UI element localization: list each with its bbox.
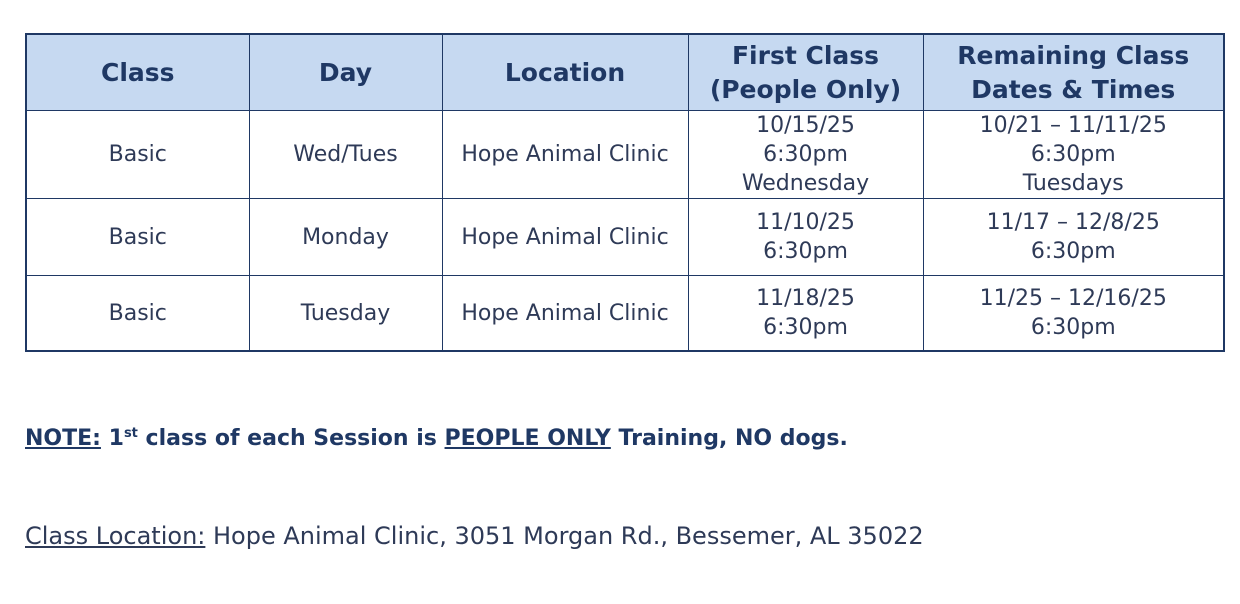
remaining-time: 6:30pm [1030,239,1116,264]
cell-day: Tuesday [249,276,442,352]
remaining-dates: 11/25 – 12/16/25 [979,286,1167,311]
header-day: Day [249,34,442,111]
first-class-date: 11/10/25 [756,210,855,235]
remaining-time: 6:30pm [1030,315,1116,340]
header-remaining [923,34,1224,111]
table-row [26,199,1224,276]
remaining-dates: 10/21 – 11/11/25 [979,113,1167,138]
table-row [26,276,1224,352]
table-header-row [26,34,1224,111]
cell-remaining [923,199,1224,276]
cell-location: Hope Animal Clinic [442,199,688,276]
remaining-dates: 11/17 – 12/8/25 [986,210,1160,235]
cell-class: Basic [26,111,249,199]
cell-day: Wed/Tues [249,111,442,199]
note-label: NOTE: [25,426,101,451]
cell-location: Hope Animal Clinic [442,111,688,199]
note-text-a: class of each Session is [137,426,445,451]
cell-class: Basic [26,276,249,352]
cell-first-class [688,111,923,199]
cell-remaining [923,111,1224,199]
first-class-time: 6:30pm [763,239,848,264]
remaining-weekday: Tuesdays [1022,171,1124,196]
cell-first-class [688,199,923,276]
table-row [26,111,1224,199]
note-line [25,426,848,451]
header-class: Class [26,34,249,111]
note-ordinal-suffix: st [123,426,138,441]
first-class-date: 10/15/25 [756,113,855,138]
first-class-time: 6:30pm [763,142,848,167]
header-first-class-line2: (People Only) [709,74,902,104]
header-remaining-line1: Remaining Class [957,40,1190,70]
cell-first-class [688,276,923,352]
class-schedule-table [25,33,1225,352]
first-class-date: 11/18/25 [756,286,855,311]
cell-day: Monday [249,199,442,276]
first-class-time: 6:30pm [763,315,848,340]
class-location-label: Class Location: [25,522,206,550]
class-location-address: Hope Animal Clinic, 3051 Morgan Rd., Bessemer, AL 35022 [205,522,924,550]
header-first-class-line1: First Class [731,40,880,70]
note-emphasis: PEOPLE ONLY [444,426,611,451]
note-text-b: Training, NO dogs. [610,426,848,451]
remaining-time: 6:30pm [1030,142,1116,167]
header-first-class [688,34,923,111]
note-ordinal [109,426,138,451]
cell-class: Basic [26,199,249,276]
first-class-weekday: Wednesday [741,171,870,196]
header-remaining-line2: Dates & Times [971,74,1176,104]
cell-location: Hope Animal Clinic [442,276,688,352]
cell-remaining [923,276,1224,352]
header-location: Location [442,34,688,111]
class-location-line [25,522,924,550]
note-ordinal-number: 1 [108,426,124,451]
